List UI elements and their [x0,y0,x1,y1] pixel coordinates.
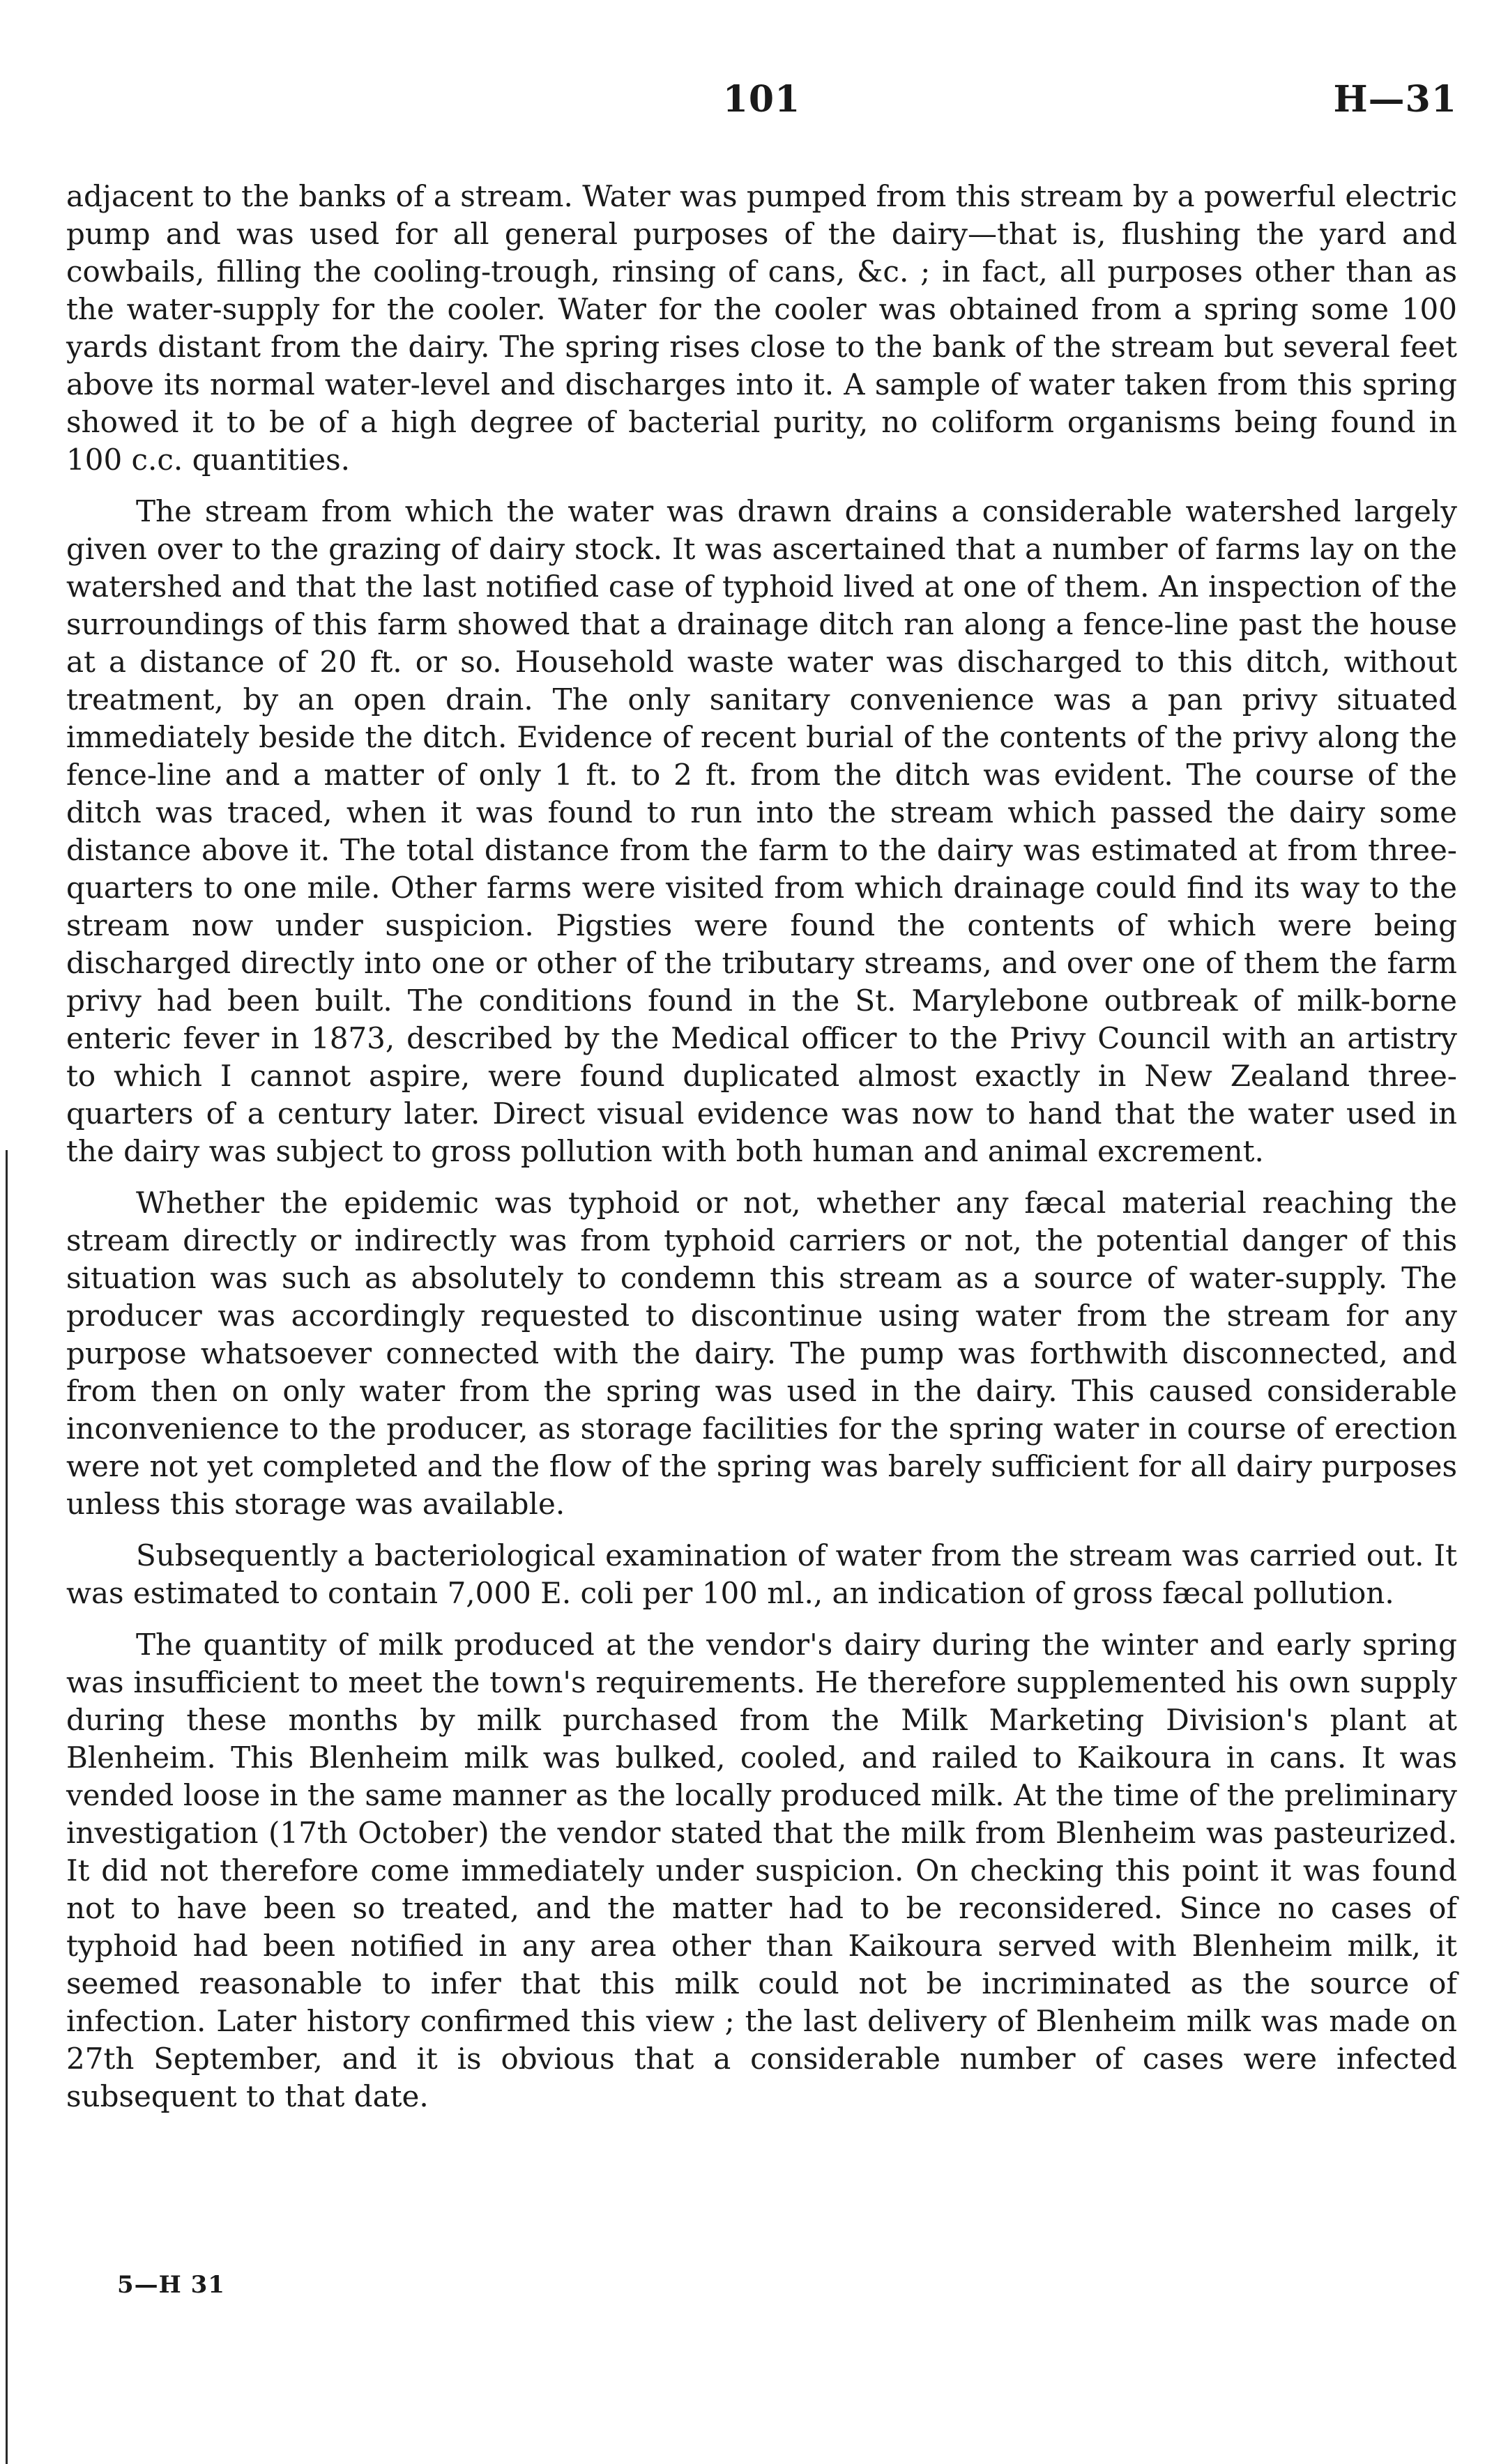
paragraph-watershed: The stream from which the water was drawn drains a considerable watershed largely given over to the grazing of dairy stock. It was ascertained that a number of farms lay on the watershed and that the last notified case of typhoid lived at one of them. An inspection of the surroundings of this farm showed that a drainage ditch ran along a fence-line past the house at a distance of 20 ft. or so. Household waste water was discharged to this ditch, without treatment, by an open drain. The only sanitary convenience was a pan privy situated immediately beside the ditch. Evidence of recent burial of the contents of the privy along the fence-line and a matter of only 1 ft. to 2 ft. from the ditch was evident. The course of the ditch was traced, when it was found to run into the stream which passed the dairy some distance above it. The total distance from the farm to the dairy was estimated at from three-quarters to one mile. Other farms were visited from which drainage could find its way to the stream now under suspicion. Pigsties were found the contents of which were being discharged directly into one or other of the tributary streams, and over one of them the farm privy had been built. The conditions found in the St. Marylebone outbreak of milk-borne enteric fever in 1873, described by the Medical officer to the Privy Council with an artistry to which I cannot aspire, were found duplicated almost exactly in New Zealand three-quarters of a century later. Direct visual evidence was now to hand that the water used in the dairy was subject to gross pollution with both human and animal excrement. [66,494,1457,1168]
signature-code: 5—H 31 [117,2271,225,2299]
paragraph-continuation: adjacent to the banks of a stream. Water was pumped from this stream by a powerful electric pump and was used for all general purposes of the dairy—that is, flushing the yard and cowbails, filling the cooling-trough, rinsing of cans, &c. ; in fact, all purposes other than as the water-supply for the cooler. Water for the cooler was obtained from a spring some 100 yards distant from the dairy. The spring rises close to the bank of the stream but several feet above its normal water-level and discharges into it. A sample of water taken from this spring showed it to be of a high degree of bacterial purity, no coliform organisms being found in 100 c.c. quantities. [66,179,1457,477]
page-number: 101 [722,78,801,121]
series-code: H—31 [1333,78,1457,121]
paragraph-blenheim-milk: The quantity of milk produced at the vendor's dairy during the winter and early spring was insufficient to meet the town's requirements. He therefore supplemented his own supply during these months by milk purchased from the Milk Marketing Division's plant at Blenheim. This Blenheim milk was bulked, cooled, and railed to Kaikoura in cans. It was vended loose in the same manner as the locally produced milk. At the time of the preliminary investigation (17th October) the vendor stated that the milk from Blenheim was pasteurized. It did not therefore come immediately under suspicion. On checking this point it was found not to have been so treated, and the matter had to be reconsidered. Since no cases of typhoid had been notified in any area other than Kaikoura served with Blenheim milk, it seemed reasonable to infer that this milk could not be incriminated as the source of infection. Later history confirmed this view ; the last delivery of Blenheim milk was made on 27th September, and it is obvious that a considerable number of cases were infected subsequent to that date. [66,1628,1457,2113]
body-text [66,178,1457,2129]
paragraph-bacteriological: Subsequently a bacteriological examination of water from the stream was carried out. It was estimated to contain 7,000 E. coli per 100 ml., an indication of gross fæcal pollution. [66,1538,1457,1610]
margin-rule [6,1150,8,2464]
page-header [66,78,1457,134]
paragraph-water-supply: Whether the epidemic was typhoid or not, whether any fæcal material reaching the stream directly or indirectly was from typhoid carriers or not, the potential danger of this situation was such as absolutely to condemn this stream as a source of water-supply. The producer was accordingly requested to discontinue using water from the stream for any purpose whatsoever connected with the dairy. The pump was forthwith disconnected, and from then on only water from the spring was used in the dairy. This caused considerable inconvenience to the producer, as storage facilities for the spring water in course of erection were not yet completed and the flow of the spring was barely sufficient for all dairy purposes unless this storage was available. [66,1186,1457,1521]
